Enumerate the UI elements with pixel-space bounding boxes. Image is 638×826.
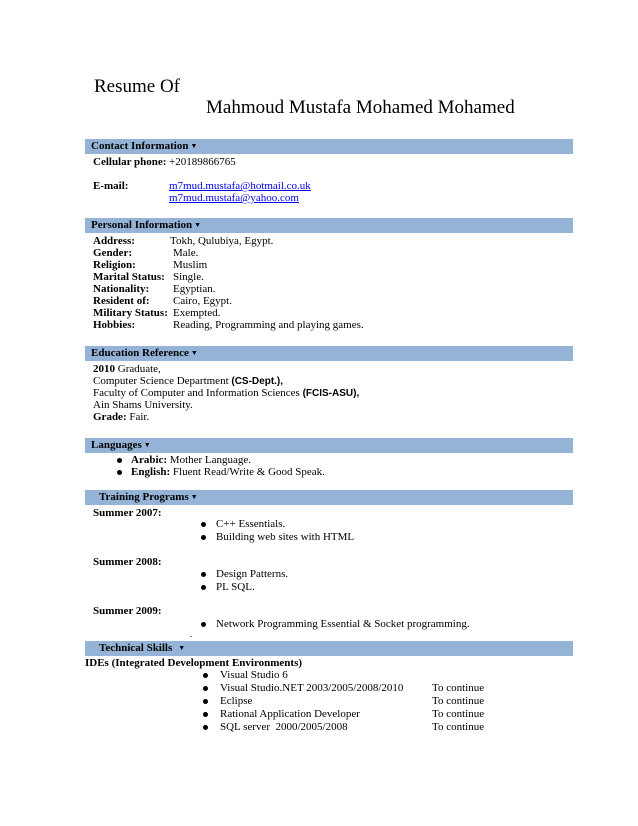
personal-value: Single. <box>173 271 204 283</box>
personal-value: Egyptian. <box>173 283 216 295</box>
language-name: Arabic: <box>131 454 168 466</box>
caret-down-icon: ▼ <box>190 493 198 501</box>
personal-label: Hobbies: <box>93 319 136 331</box>
education-grade-label: Grade: <box>93 411 127 423</box>
education-grade-line <box>93 411 149 423</box>
education-department-abbr: (CS-Dept.), <box>231 376 284 387</box>
ide-heading: IDEs (Integrated Development Environments) <box>85 657 303 669</box>
section-contact-bar[interactable] <box>85 139 573 154</box>
resume-of-title: Resume Of <box>94 76 181 97</box>
ide-status: To continue <box>432 708 485 720</box>
training-item: PL SQL. <box>216 581 255 593</box>
language-item <box>131 454 251 466</box>
caret-down-icon: ▼ <box>194 221 202 229</box>
language-desc: Mother Language. <box>167 454 252 466</box>
training-item: Network Programming Essential & Socket programming. <box>216 618 470 630</box>
email-link-hotmail[interactable]: m7mud.mustafa@hotmail.co.uk <box>169 180 311 192</box>
training-item: Design Patterns. <box>216 568 289 580</box>
education-year: 2010 <box>93 363 115 375</box>
personal-value: Muslim <box>173 259 208 271</box>
bullet-icon <box>201 572 206 577</box>
caret-down-icon: ▼ <box>178 644 186 652</box>
candidate-name: Mahmoud Mustafa Mohamed Mohamed <box>206 97 515 118</box>
personal-label: Nationality: <box>93 283 150 295</box>
section-training-heading: Training Programs <box>99 491 189 503</box>
section-languages-bar[interactable] <box>85 438 573 453</box>
ide-status: To continue <box>432 721 485 733</box>
bullet-icon <box>201 535 206 540</box>
bullet-icon <box>203 686 208 691</box>
section-contact-heading: Contact Information <box>91 140 189 152</box>
section-skills-bar[interactable] <box>85 641 573 656</box>
personal-label: Resident of: <box>93 295 150 307</box>
education-department: Computer Science Department <box>93 375 229 387</box>
education-year-line <box>93 363 161 375</box>
personal-label: Address: <box>93 235 135 247</box>
personal-label: Religion: <box>93 259 136 271</box>
education-grade-value: Fair. <box>126 411 150 423</box>
training-summer-2009: Summer 2009: <box>93 605 162 617</box>
training-summer-2007: Summer 2007: <box>93 507 162 519</box>
education-faculty: Faculty of Computer and Information Sciences <box>93 387 300 399</box>
language-name: English: <box>131 466 171 478</box>
education-university: Ain Shams University. <box>93 399 193 411</box>
section-personal-bar[interactable] <box>85 218 573 233</box>
personal-label: Marital Status: <box>93 271 165 283</box>
bullet-icon <box>117 458 122 463</box>
ide-item: SQL server 2000/2005/2008 <box>220 721 348 733</box>
section-training-bar[interactable] <box>85 490 573 505</box>
section-languages-heading: Languages <box>91 439 142 451</box>
personal-value: Reading, Programming and playing games. <box>173 319 364 331</box>
ide-status: To continue <box>432 682 485 694</box>
bullet-icon <box>201 522 206 527</box>
caret-down-icon: ▼ <box>143 441 151 449</box>
ide-item: Visual Studio.NET 2003/2005/2008/2010 <box>220 682 404 694</box>
personal-value: Cairo, Egypt. <box>173 295 232 307</box>
personal-label: Military Status: <box>93 307 168 319</box>
section-education-heading: Education Reference <box>91 347 189 359</box>
email-label: E-mail: <box>93 180 129 192</box>
training-summer-2008: Summer 2008: <box>93 556 162 568</box>
training-item: Building web sites with HTML <box>216 531 355 543</box>
training-item: C++ Essentials. <box>216 518 286 530</box>
education-faculty-abbr: (FCIS-ASU), <box>302 388 360 399</box>
ide-item: Rational Application Developer <box>220 708 360 720</box>
phone-label: Cellular phone: <box>93 156 167 168</box>
bullet-icon <box>203 673 208 678</box>
bullet-icon <box>117 470 122 475</box>
personal-label: Gender: <box>93 247 133 259</box>
ide-item: Eclipse <box>220 695 253 707</box>
ide-status: To continue <box>432 695 485 707</box>
language-item <box>131 466 325 478</box>
personal-value: Tokh, Qulubiya, Egypt. <box>170 235 274 247</box>
bullet-icon <box>203 699 208 704</box>
section-personal-heading: Personal Information <box>91 219 193 231</box>
bullet-icon <box>201 622 206 627</box>
section-skills-heading: Technical Skills <box>99 642 173 654</box>
bullet-icon <box>201 585 206 590</box>
caret-down-icon: ▼ <box>190 349 198 357</box>
education-graduate: Graduate, <box>115 363 161 375</box>
caret-down-icon: ▼ <box>190 142 198 150</box>
bullet-icon <box>203 725 208 730</box>
ide-item: Visual Studio 6 <box>220 669 288 681</box>
phone-value: +20189866765 <box>169 156 236 168</box>
personal-value: Male. <box>173 247 199 259</box>
section-education-bar[interactable] <box>85 346 573 361</box>
personal-value: Exempted. <box>173 307 221 319</box>
email-link-yahoo[interactable]: m7mud.mustafa@yahoo.com <box>169 192 299 204</box>
trailing-dot: . <box>190 629 193 639</box>
bullet-icon <box>203 712 208 717</box>
language-desc: Fluent Read/Write & Good Speak. <box>170 466 325 478</box>
